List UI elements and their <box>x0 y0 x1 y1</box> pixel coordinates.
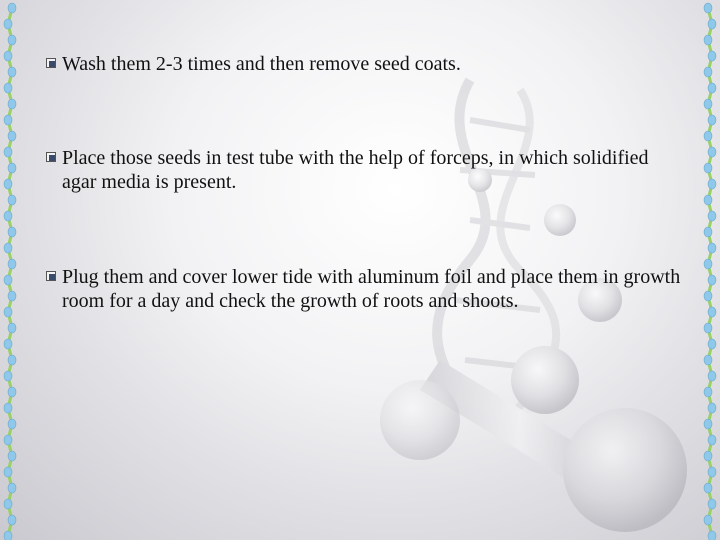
checkbox-bullet-icon <box>46 58 56 68</box>
checkbox-bullet-icon <box>46 271 56 281</box>
bullet-text: Wash them 2-3 times and then remove seed coats. <box>62 53 461 75</box>
bullet-text: Plug them and cover lower tide with aluminum foil and place them in growth room for a day and check the growth of roots and shoots. <box>62 266 681 312</box>
checkbox-bullet-icon <box>46 152 56 162</box>
bullet-item <box>46 265 686 313</box>
beaded-border-right <box>698 0 720 540</box>
beaded-border-left <box>0 0 22 540</box>
bullet-item <box>46 146 686 194</box>
bullet-text: Place those seeds in test tube with the help of forceps, in which solidified agar media is present. <box>62 147 649 193</box>
bullet-item <box>46 52 686 76</box>
